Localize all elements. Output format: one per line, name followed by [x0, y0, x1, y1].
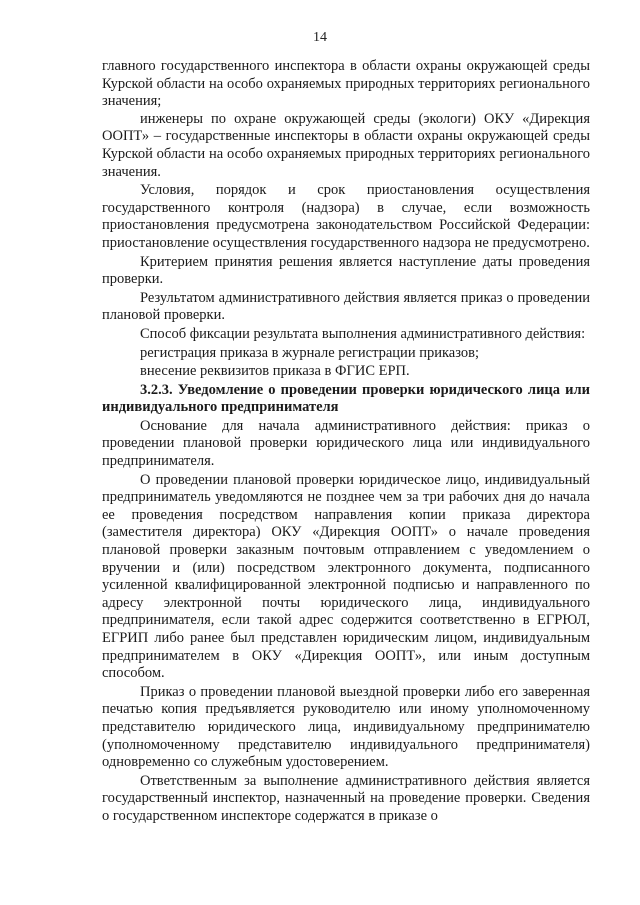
paragraph: Основание для начала административного действия: приказ о проведении плановой проверки юридического лица или индивидуального предпринимателя. — [102, 417, 590, 470]
paragraph: Критерием принятия решения является наступление даты проведения проверки. — [102, 253, 590, 288]
paragraph: регистрация приказа в журнале регистрации приказов; — [140, 344, 480, 361]
document-body — [102, 58, 590, 826]
paragraph: О проведении плановой проверки юридическое лицо, индивидуальный предприниматель уведомляются не позднее чем за три рабочих дня до начала ее проведения посредством направления копии приказа директора (заместителя директора) ОКУ «Дирекция ООПТ» о начале проведения плановой проверки заказным почтовым отправлением с уведомлением о вручении и (или) посредством электронного документа, подписанного усиленной квалифицированной электронной подписью и направленного по адресу электронной почты юридического лица, индивидуального предпринимателя, если такой адрес содержится соответственно в ЕГРЮЛ, ЕГРИП либо ранее был представлен юридическим лицом, индивидуальным предпринимателем в ОКУ «Дирекция ООПТ», или иным доступным способом. — [102, 471, 590, 682]
paragraph: Результатом административного действия является приказ о проведении плановой проверки. — [102, 289, 590, 324]
paragraph: Приказ о проведении плановой выездной проверки либо его заверенная печатью копия предъявляется руководителю или иному уполномоченному представителю юридического лица, индивидуальному предпринимателю (уполномоченному представителю индивидуального предпринимателя) одновременно со служебным удостоверением. — [102, 683, 590, 771]
paragraph: Ответственным за выполнение административного действия является государственный инспектор, назначенный на проведение проверки. Сведения о государственном инспекторе содержатся в приказе о — [102, 772, 590, 824]
paragraph: внесение реквизитов приказа в ФГИС ЕРП. — [140, 363, 410, 380]
paragraph: Условия, порядок и срок приостановления осуществления государственного контроля (надзора) в случае, если возможность приостановления предусмотрена законодательством Российской Федерации: приостановление осуществления государственного надзора не предусмотрено. — [102, 182, 590, 251]
paragraph: главного государственного инспектора в области охраны окружающей среды Курской области на особо охраняемых природных территориях регионального значения; — [102, 58, 590, 110]
section-heading: 3.2.3. Уведомление о проведении проверки юридического лица или индивидуального предпринимателя — [102, 381, 590, 416]
paragraph: Способ фиксации результата выполнения административного действия: — [140, 325, 586, 342]
paragraph: инженеры по охране окружающей среды (экологи) ОКУ «Дирекция ООПТ» – государственные инспекторы в области охраны окружающей среды Курской области на особо охраняемых природных территориях регионального значения. — [102, 110, 590, 180]
page-number: 14 — [313, 30, 327, 45]
